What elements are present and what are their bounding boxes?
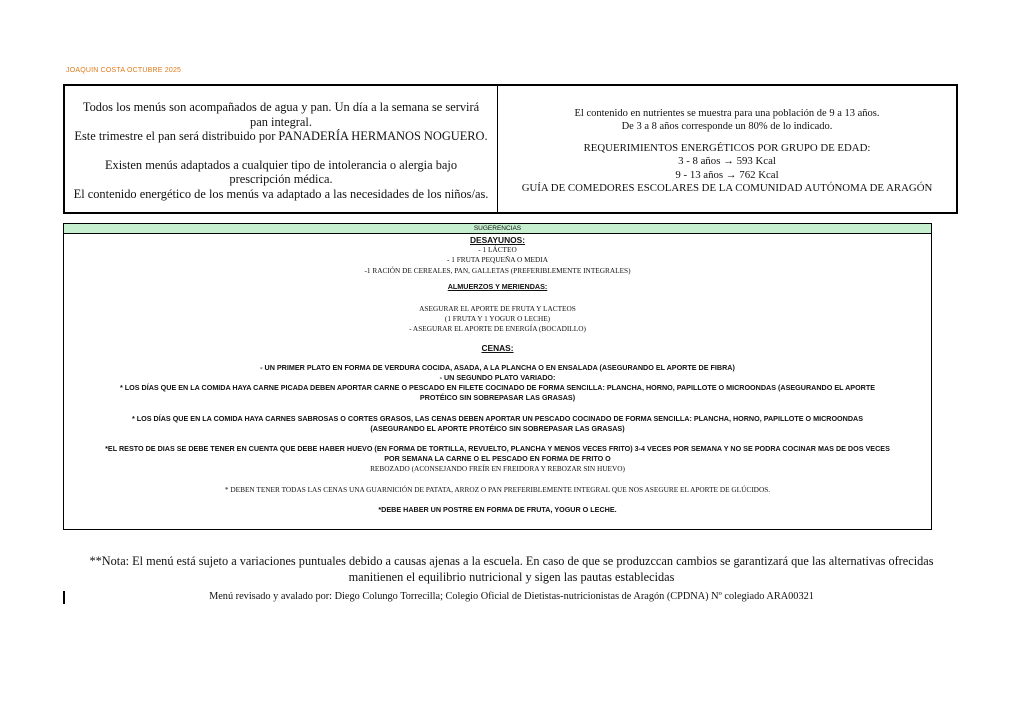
disclaimer-note xyxy=(64,554,959,585)
population-info-line: El contenido en nutrientes se muestra para una población de 9 a 13 años. xyxy=(574,108,880,119)
cenas-item: * LOS DÍAS QUE EN LA COMIDA HAYA CARNE PICADA DEBEN APORTAR CARNE O PESCADO EN FILETE COCINADO DE FORMA SENCILLA: PLANCHA, HORNO, PAPILLOTE O MICROONDAS (ASEGURANDO EL APORTE xyxy=(119,383,876,393)
cenas-item: - UN SEGUNDO PLATO VARIADO: xyxy=(439,373,556,383)
general-info-panel xyxy=(65,86,498,212)
cenas-heading: CENAS: xyxy=(481,342,514,353)
almuerzos-item: ASEGURAR EL APORTE DE FRUTA Y LACTEOS xyxy=(419,304,576,314)
cenas-item: (ASEGURANDO EL APORTE PROTÉICO SIN SOBREPASAR LAS GRASAS) xyxy=(370,423,625,433)
suggestions-box xyxy=(63,223,932,530)
allergy-info-line: Existen menús adaptados a cualquier tipo de intolerancia o alergia bajo prescripción médica. xyxy=(104,157,458,186)
cenas-item: *EL RESTO DE DIAS SE DEBE TENER EN CUENTA QUE DEBE HABER HUEVO (EN FORMA DE TORTILLA, REVUELTO, PLANCHA Y MENOS VECES FRITO) 3-4 VECES POR SEMANA Y NO SE PODRA COCINAR MAS DE DOS VECES xyxy=(105,444,890,454)
desayunos-item: -1 RACIÓN DE CEREALES, PAN, GALLETAS (PREFERIBLEMENTE INTEGRALES) xyxy=(364,265,631,275)
cenas-item: PROTÉICO SIN SOBREPASAR LAS GRASAS) xyxy=(419,393,576,403)
almuerzos-heading: ALMUERZOS Y MERIENDAS: xyxy=(447,281,548,291)
cenas-item: * LOS DÍAS QUE EN LA COMIDA HAYA CARNES SABROSAS O CORTES GRASOS, LAS CENAS DEBEN APORTAR UN PESCADO COCINADO DE FORMA SENCILLA: PLANCHA, HORNO, PAPILLOTE O MICROONDAS xyxy=(131,413,864,423)
note-line: manitienen el equilibrio nutricional y sigen las pautas establecidas xyxy=(348,569,675,584)
energy-requirement-9-13: 9 - 13 años → 762 Kcal xyxy=(675,168,779,181)
desayunos-heading: DESAYUNOS: xyxy=(469,235,526,245)
energy-requirements-heading: REQUERIMIENTOS ENERGÉTICOS POR GRUPO DE EDAD: xyxy=(583,141,871,154)
cenas-item: REBOZADO (ACONSEJANDO FREÍR EN FREIDORA Y REBOZAR SIN HUEVO) xyxy=(370,464,625,474)
energy-requirement-3-8: 3 - 8 años → 593 Kcal xyxy=(678,155,776,168)
guide-reference: GUÍA DE COMEDORES ESCOLARES DE LA COMUNIDAD AUTÓNOMA DE ARAGÓN xyxy=(521,182,933,195)
desayunos-item: - 1 FRUTA PEQUEÑA O MEDIA xyxy=(447,255,548,265)
cenas-item: - UN PRIMER PLATO EN FORMA DE VERDURA COCIDA, ASADA, A LA PLANCHA O EN ENSALADA (ASEGURANDO EL APORTE DE FIBRA) xyxy=(260,362,735,372)
suggestions-body xyxy=(64,234,931,515)
info-box xyxy=(63,84,958,214)
almuerzos-item: - ASEGURAR EL APORTE DE ENERGÍA (BOCADILLO) xyxy=(409,324,586,334)
desayunos-item: - 1 LÁCTEO xyxy=(478,245,517,255)
suggestions-title: SUGERENCIAS xyxy=(64,224,931,234)
review-credit: Menú revisado y avalado por: Diego Colungo Torrecilla; Colegio Oficial de Dietistas-nutricionistas de Aragón (CPDNA) Nº colegiado ARA00321 xyxy=(209,591,814,602)
percentage-info-line: De 3 a 8 años corresponde un 80% de lo indicado. xyxy=(621,121,833,133)
note-line: **Nota: El menú está sujeto a variaciones puntuales debido a causas ajenas a la escuela. En caso de que se produzccan cambios se garantizará que las alternativas ofrecidas xyxy=(89,554,934,568)
bakery-info-line: Este trimestre el pan será distribuido por PANADERÍA HERMANOS NOGUERO. xyxy=(74,129,488,143)
bread-info-line: Todos los menús son acompañados de agua y pan. Un día a la semana se servirá pan integral. xyxy=(82,100,480,129)
cenas-item: POR SEMANA LA CARNE O EL PESCADO EN FORMA DE FRITO O xyxy=(384,454,611,464)
energy-info-line: El contenido energético de los menús va adaptado a las necesidades de los niños/as. xyxy=(73,186,489,201)
cenas-item: * DEBEN TENER TODAS LAS CENAS UNA GUARNICIÓN DE PATATA, ARROZ O PAN PREFERIBLEMENTE INTEGRAL QUE NOS ASEGURE EL APORTE DE GLÚCIDOS. xyxy=(224,484,771,494)
nutrition-info-panel xyxy=(498,86,956,212)
cenas-item: *DEBE HABER UN POSTRE EN FORMA DE FRUTA, YOGUR O LECHE. xyxy=(378,504,617,514)
document-header-label: JOAQUIN COSTA OCTUBRE 2025 xyxy=(66,67,182,74)
almuerzos-item: (1 FRUTA Y 1 YOGUR O LECHE) xyxy=(444,314,551,324)
